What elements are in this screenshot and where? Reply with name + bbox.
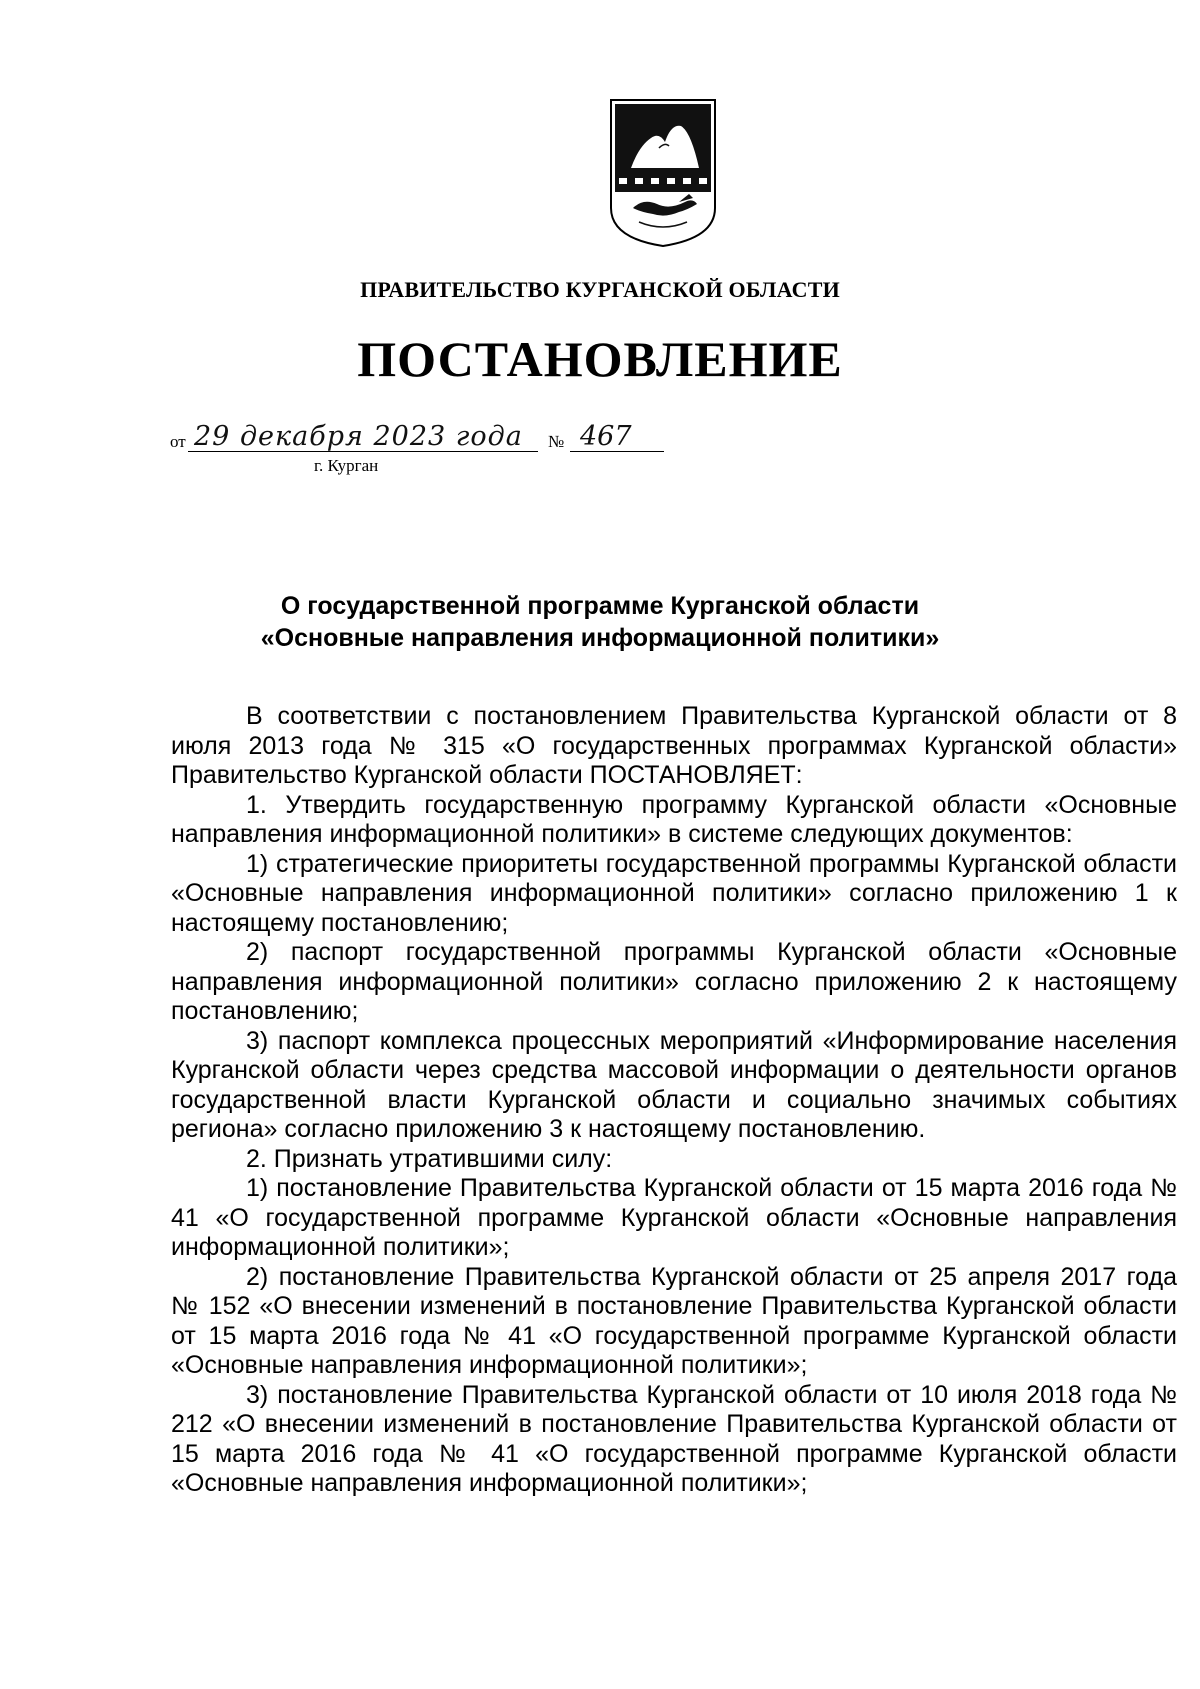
- paragraph-item-2-1: 1) постановление Правительства Курганской области от 15 марта 2016 года № 41 «О государственной программе Курганской области «Основные направления информационной политики»;: [171, 1174, 1177, 1261]
- date-prefix: от: [170, 432, 186, 451]
- paragraph-item-2: 2. Признать утратившими силу:: [246, 1144, 613, 1173]
- paragraph-item-1: 1. Утвердить государственную программу Курганской области «Основные направления информационной политики» в системе следующих документов:: [171, 790, 1177, 848]
- paragraph-item-2-3: 3) постановление Правительства Курганской области от 10 июля 2018 года № 212 «О внесении изменений в постановление Правительства Курганской области от 15 марта 2016 года № 41 «О государственной программе Курганской области «Основные направления информационной политики»;: [171, 1380, 1177, 1497]
- city-label: г. Курган: [314, 456, 379, 475]
- paragraph-item-2-2: 2) постановление Правительства Курганской области от 25 апреля 2017 года № 152 «О внесении изменений в постановление Правительства Курганской области от 15 марта 2016 года № 41 «О государственной программе Курганской области «Основные направления информационной политики»;: [171, 1262, 1177, 1379]
- number-sign: №: [548, 432, 565, 451]
- paragraph-preamble: В соответствии с постановлением Правительства Курганской области от 8 июля 2013 года № 315 «О государственных программах Курганской области» Правительство Курганской области ПОСТАНОВЛЯЕТ:: [171, 702, 1177, 789]
- paragraph-item-1-2: 2) паспорт государственной программы Курганской области «Основные направления информационной политики» согласно приложению 2 к настоящему постановлению;: [171, 938, 1177, 1025]
- paragraph-item-1-1: 1) стратегические приоритеты государственной программы Курганской области «Основные направления информационной политики» согласно приложению 1 к настоящему постановлению;: [171, 849, 1177, 937]
- handwritten-number: 467: [580, 421, 632, 452]
- title-line-2: «Основные направления информационной политики»: [260, 624, 940, 652]
- date-number-line: [170, 421, 690, 475]
- document-type-heading: ПОСТАНОВЛЕНИЕ: [357, 331, 843, 387]
- coat-of-arms-emblem: [609, 98, 717, 248]
- document-body: [171, 702, 1177, 1499]
- organization-name: ПРАВИТЕЛЬСТВО КУРГАНСКОЙ ОБЛАСТИ: [360, 277, 840, 302]
- document-title: [0, 590, 1200, 654]
- paragraph-item-1-3: 3) паспорт комплекса процессных мероприятий «Информирование населения Курганской области через средства массовой информации о деятельности органов государственной власти Курганской области и социально значимых событиях региона» согласно приложению 3 к настоящему постановлению.: [171, 1026, 1177, 1143]
- title-line-1: О государственной программе Курганской области: [280, 592, 920, 620]
- handwritten-date: 29 декабря 2023 года: [194, 421, 523, 452]
